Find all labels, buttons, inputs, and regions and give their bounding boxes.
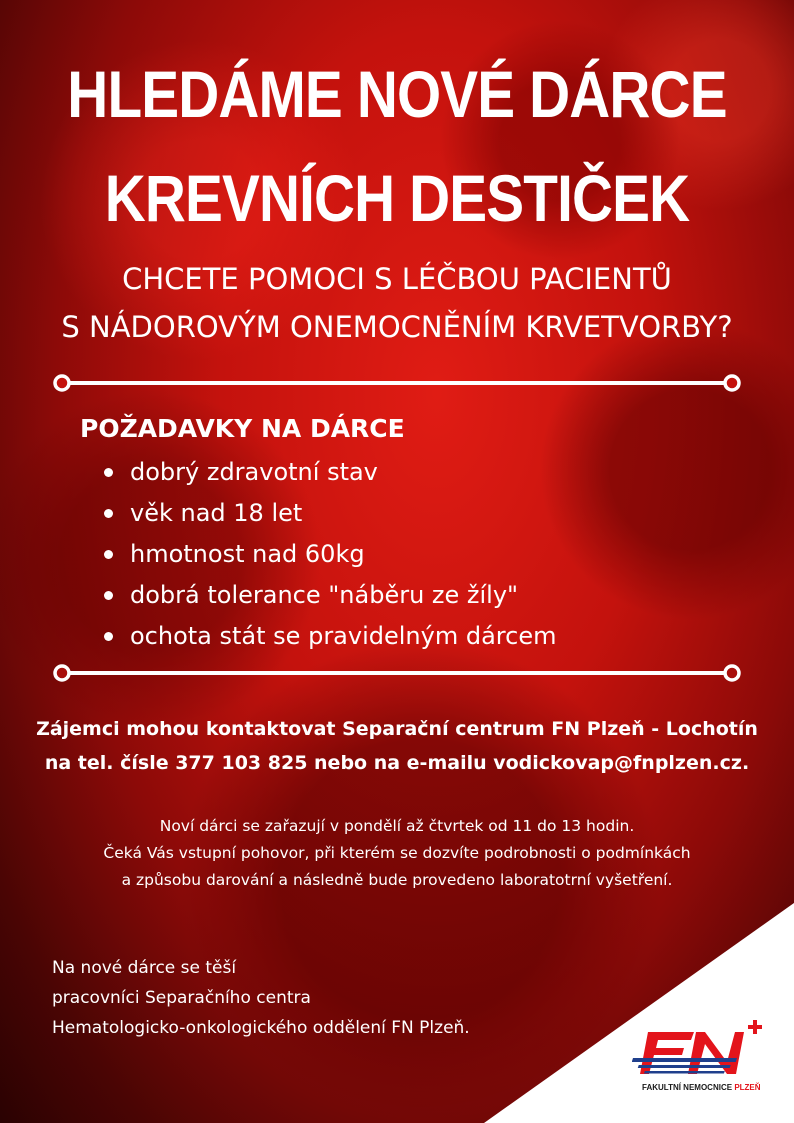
divider-bottom <box>52 663 742 683</box>
requirement-text: věk nad 18 let <box>130 499 303 527</box>
logo-caption: FAKULTNÍ NEMOCNICE PLZEŇ <box>642 1083 761 1092</box>
bullet-icon <box>104 468 113 477</box>
info-line-3: a způsobu darování a následně bude provedeno laboratotrní vyšetření. <box>121 871 673 889</box>
info-line-1: Noví dárci se zařazují v pondělí až čtvrtek od 11 do 13 hodin. <box>159 817 635 835</box>
requirement-item <box>100 616 556 657</box>
closing-line-2: pracovníci Separačního centra <box>52 988 311 1008</box>
bullet-icon <box>104 550 113 559</box>
title-line-2: KREVNÍCH DESTIČEK <box>104 161 690 235</box>
bullet-icon <box>104 632 113 641</box>
subtitle-line-1: CHCETE POMOCI S LÉČBOU PACIENTŮ <box>122 262 672 296</box>
requirements-list <box>100 452 556 657</box>
requirement-item <box>100 534 556 575</box>
requirement-text: dobrá tolerance "náběru ze žíly" <box>130 581 519 609</box>
closing-line-3: Hematologicko-onkologického oddělení FN Plzeň. <box>52 1018 470 1038</box>
bullet-icon <box>104 591 113 600</box>
subtitle-line-2: S NÁDOROVÝM ONEMOCNĚNÍM KRVETVORBY? <box>61 310 733 344</box>
fn-plzen-logo <box>632 1018 777 1096</box>
requirements-heading: POŽADAVKY NA DÁRCE <box>80 414 405 443</box>
requirement-text: dobrý zdravotní stav <box>130 458 378 486</box>
contact-line-1: Zájemci mohou kontaktovat Separační centrum FN Plzeň - Lochotín <box>36 718 758 740</box>
requirement-item <box>100 575 556 616</box>
divider-top <box>52 373 742 393</box>
contact-line-2: na tel. čísle 377 103 825 nebo na e-mailu vodickovap@fnplzen.cz. <box>44 752 750 774</box>
requirement-item <box>100 493 556 534</box>
requirement-item <box>100 452 556 493</box>
title-line-1: HLEDÁME NOVÉ DÁRCE <box>67 57 727 131</box>
requirement-text: ochota stát se pravidelným dárcem <box>130 622 557 650</box>
bullet-icon <box>104 509 113 518</box>
closing-line-1: Na nové dárce se těší <box>52 958 237 978</box>
info-line-2: Čeká Vás vstupní pohovor, při kterém se dozvíte podrobnosti o podmínkách <box>103 844 691 862</box>
requirement-text: hmotnost nad 60kg <box>130 540 365 568</box>
logo-mark-icon <box>632 1020 762 1074</box>
